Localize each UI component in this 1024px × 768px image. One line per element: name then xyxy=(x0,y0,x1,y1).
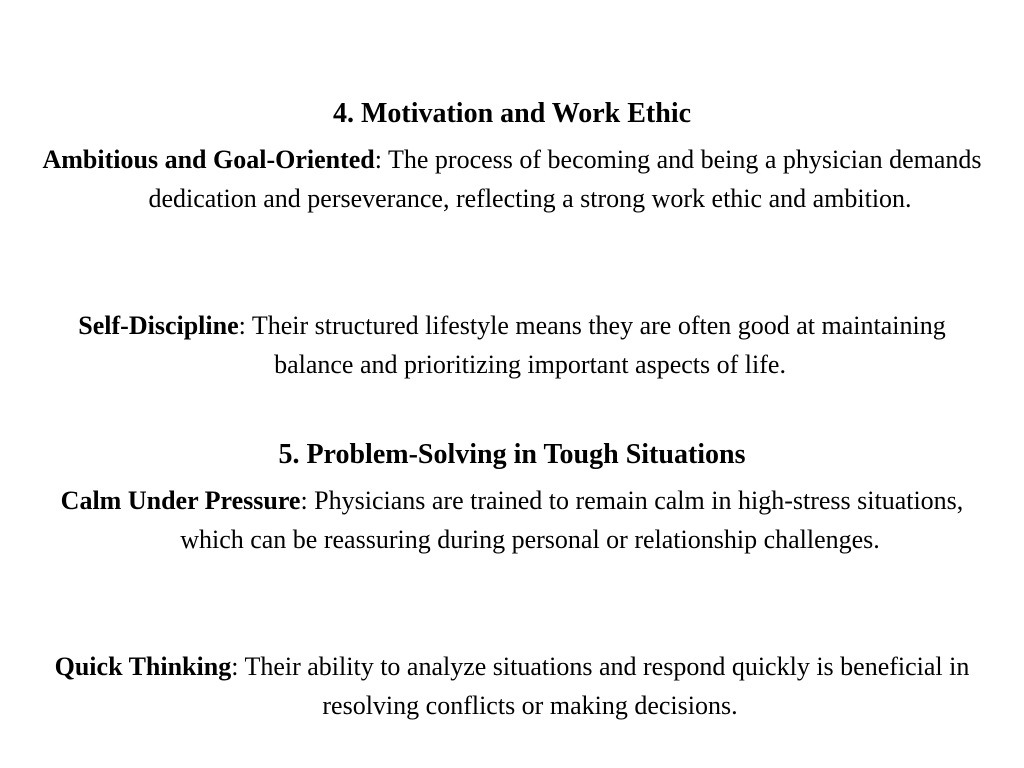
slide-content xyxy=(40,0,984,768)
section-heading-motivation: 4. Motivation and Work Ethic xyxy=(332,98,692,129)
paragraph-ambitious xyxy=(40,140,984,218)
term-self-discipline: Self-Discipline xyxy=(78,311,239,340)
description-self-discipline: : Their structured lifestyle means they are often good at maintaining balance and prioritizing important aspects of life. xyxy=(238,311,946,379)
term-calm-under-pressure: Calm Under Pressure xyxy=(60,486,301,515)
term-quick-thinking: Quick Thinking xyxy=(54,652,232,681)
term-ambitious: Ambitious and Goal-Oriented xyxy=(42,145,375,174)
paragraph-self-discipline xyxy=(40,306,984,384)
description-quick-thinking: : Their ability to analyze situations and respond quickly is beneficial in resolving conflicts or making decisions. xyxy=(231,652,970,720)
description-calm-under-pressure: : Physicians are trained to remain calm in high-stress situations, which can be reassuring during personal or relationship challenges. xyxy=(180,486,964,554)
paragraph-calm-under-pressure xyxy=(40,481,984,559)
section-heading-problem-solving: 5. Problem-Solving in Tough Situations xyxy=(278,439,746,470)
description-ambitious: : The process of becoming and being a physician demands dedication and perseverance, reflecting a strong work ethic and ambition. xyxy=(148,145,982,213)
paragraph-quick-thinking xyxy=(40,647,984,725)
